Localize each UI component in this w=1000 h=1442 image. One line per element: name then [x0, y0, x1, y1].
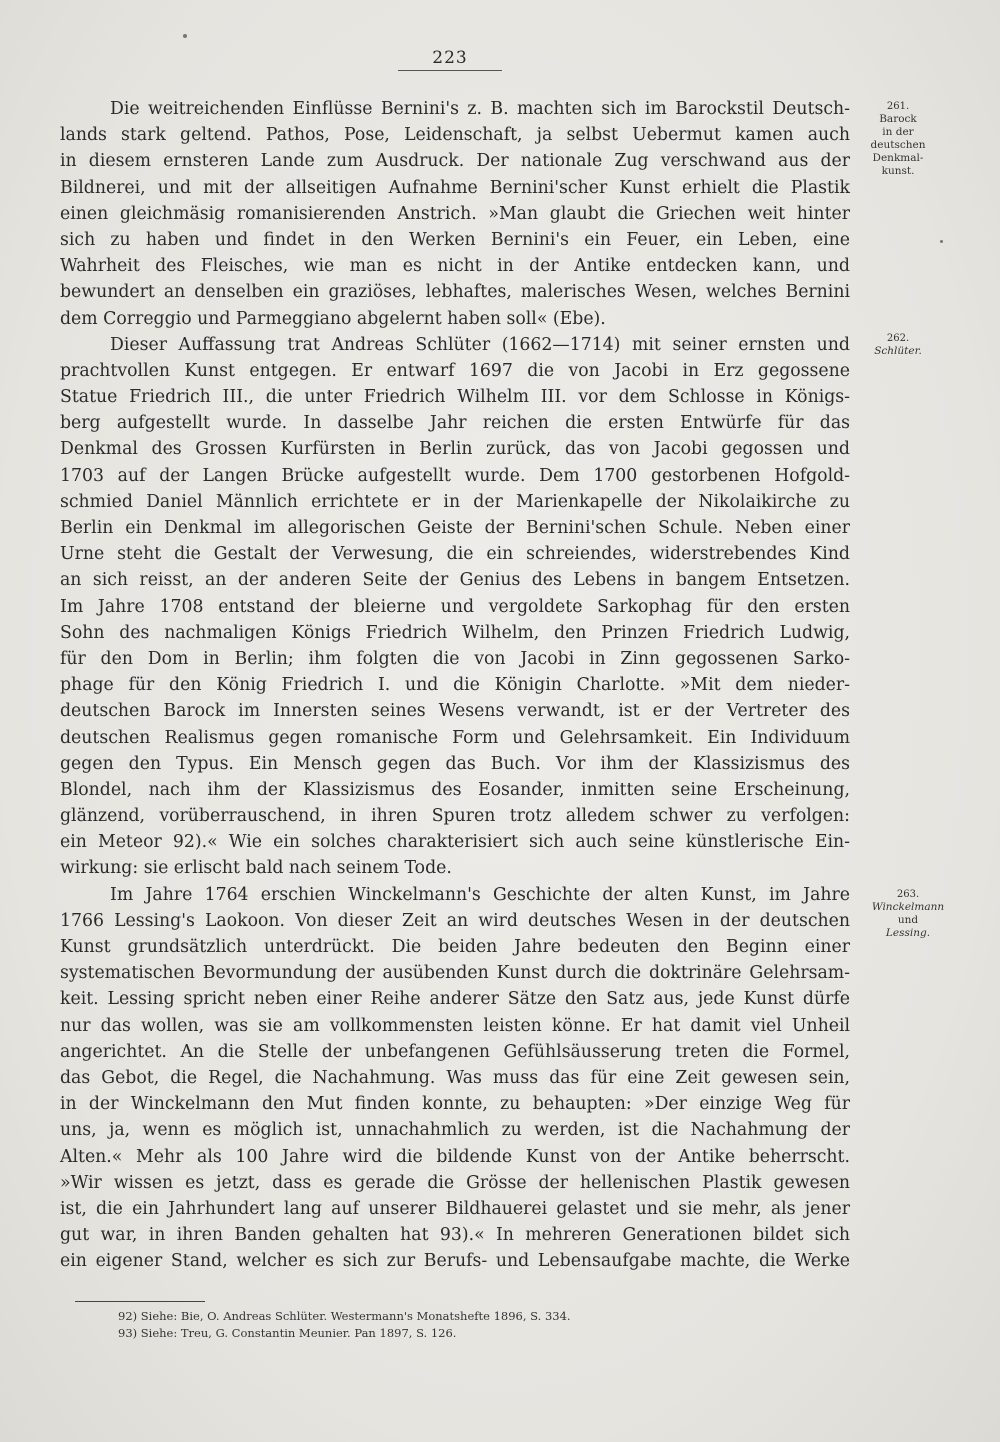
margin-note-line: Schlüter.: [874, 345, 922, 357]
margin-note-line: und: [897, 914, 919, 926]
text-line: angerichtet. An die Stelle der unbefangenen Gefühlsäusserung treten die Formel,: [60, 1041, 850, 1062]
margin-note-261: [848, 100, 948, 178]
text-line: in der Winckelmann den Mut finden konnte, zu behaupten: »Der einzige Weg für: [60, 1094, 850, 1115]
text-line: an sich reisst, an der anderen Seite der Genius des Lebens in bangem Entsetzen.: [60, 570, 850, 591]
text-line: Im Jahre 1764 erschien Winckelmann's Geschichte der alten Kunst, im Jahre: [110, 884, 850, 905]
margin-note-263: [858, 888, 958, 940]
margin-note-number: 261.: [886, 101, 910, 112]
text-line: Wahrheit des Fleisches, wie man es nicht in der Antike entdecken kann, und: [60, 256, 850, 277]
footnote-rule: [75, 1301, 205, 1302]
text-line: Denkmal des Grossen Kurfürsten in Berlin zurück, das von Jacobi gegossen und: [60, 439, 850, 460]
text-line: einen gleichmäsig romanisierenden Anstrich. »Man glaubt die Griechen weit hinter: [60, 203, 850, 224]
text-line: 1703 auf der Langen Brücke aufgestellt wurde. Dem 1700 gestorbenen Hofgold-: [60, 465, 850, 486]
text-line: Kunst grundsätzlich unterdrückt. Die beiden Jahre bedeuten den Beginn einer: [60, 937, 850, 957]
footnotes: [118, 1308, 818, 1342]
body-text: [60, 96, 850, 1274]
footnote-93: 93) Siehe: Treu, G. Constantin Meunier. Pan 1897, S. 126.: [118, 1326, 457, 1340]
text-line: Statue Friedrich III., die unter Friedrich Wilhelm III. vor dem Schlosse in Königs-: [60, 387, 850, 408]
text-line: Sohn des nachmaligen Königs Friedrich Wilhelm, den Prinzen Friedrich Ludwig,: [60, 622, 850, 643]
page-speck: [940, 240, 943, 243]
page-number-rule: [398, 70, 502, 71]
text-line: schmied Daniel Männlich errichtete er in der Marienkapelle der Nikolaikirche zu: [60, 491, 850, 512]
text-line: gut war, in ihren Banden gehalten hat 93).« In mehreren Generationen bildet sich: [60, 1225, 850, 1246]
text-line: prachtvollen Kunst entgegen. Er entwarf 1697 die von Jacobi in Erz gegossene: [60, 360, 850, 381]
text-line: Dieser Auffassung trat Andreas Schlüter (1662—1714) mit seiner ernsten und: [110, 334, 850, 355]
margin-note-number: 262.: [886, 333, 910, 344]
text-line: in diesem ernsteren Lande zum Ausdruck. Der nationale Zug verschwand aus der: [60, 151, 850, 172]
page-number: 223: [432, 48, 468, 68]
text-line: Die weitreichenden Einflüsse Bernini's z. B. machten sich im Barockstil Deutsch-: [110, 99, 850, 119]
text-line: ein Meteor 92).« Wie ein solches charakterisiert sich auch seine künstlerische Ein-: [60, 832, 850, 853]
text-line: deutschen Barock im Innersten seines Wesens verwandt, ist er der Vertreter des: [60, 701, 850, 722]
margin-note-line: deutschen: [870, 139, 926, 151]
text-line: Blondel, nach ihm der Klassizismus des Eosander, inmitten seine Erscheinung,: [60, 779, 850, 800]
page-speck: [183, 34, 187, 38]
margin-note-line: Winckelmann: [871, 901, 945, 913]
text-line: systematischen Bevormundung der ausübenden Kunst durch die doktrinäre Gelehrsam-: [60, 963, 850, 984]
text-line: keit. Lessing spricht neben einer Reihe anderer Sätze den Satz aus, jede Kunst dürfe: [60, 989, 850, 1010]
margin-note-line: Denkmal-: [872, 152, 924, 164]
text-line: berg aufgestellt wurde. In dasselbe Jahr reichen die ersten Entwürfe für das: [60, 413, 850, 434]
text-line: Bildnerei, und mit der allseitigen Aufnahme Bernini'scher Kunst erhielt die Plastik: [60, 177, 850, 198]
text-line: bewundert an denselben ein graziöses, lebhaftes, malerisches Wesen, welches Bernini: [60, 282, 850, 303]
text-line: dem Correggio und Parmeggiano abgelernt haben soll« (Ebe).: [60, 308, 606, 329]
text-line: phage für den König Friedrich I. und die Königin Charlotte. »Mit dem nieder-: [60, 675, 850, 696]
margin-note-number: 263.: [896, 889, 920, 900]
margin-note-line: in der: [882, 126, 914, 138]
text-line: gegen den Typus. Ein Mensch gegen das Buch. Vor ihm der Klassizismus des: [60, 753, 850, 774]
text-line: das Gebot, die Regel, die Nachahmung. Was muss das für eine Zeit gewesen sein,: [60, 1067, 850, 1088]
margin-note-262: [848, 332, 948, 358]
text-line: Urne steht die Gestalt der Verwesung, die ein schreiendes, widerstrebendes Kind: [60, 544, 850, 565]
text-line: sich zu haben und findet in den Werken Bernini's ein Feuer, ein Leben, eine: [60, 229, 850, 250]
text-line: wirkung: sie erlischt bald nach seinem Tode.: [60, 858, 452, 879]
text-line: für den Dom in Berlin; ihm folgten die von Jacobi in Zinn gegossenen Sarko-: [60, 648, 850, 669]
text-line: Berlin ein Denkmal im allegorischen Geiste der Bernini'schen Schule. Neben einer: [60, 518, 850, 538]
text-line: 1766 Lessing's Laokoon. Von dieser Zeit an wird deutsches Wesen in der deutschen: [60, 910, 850, 931]
text-line: Alten.« Mehr als 100 Jahre wird die bildende Kunst von der Antike beherrscht.: [60, 1146, 850, 1167]
footnote-92: 92) Siehe: Bie, O. Andreas Schlüter. Westermann's Monatshefte 1896, S. 334.: [118, 1309, 571, 1323]
text-line: Im Jahre 1708 entstand der bleierne und vergoldete Sarkophag für den ersten: [60, 596, 850, 617]
margin-note-line: Barock: [879, 113, 917, 125]
text-line: lands stark geltend. Pathos, Pose, Leidenschaft, ja selbst Uebermut kamen auch: [60, 125, 850, 146]
text-line: uns, ja, wenn es möglich ist, unnachahmlich zu werden, ist die Nachahmung der: [60, 1120, 850, 1141]
text-line: »Wir wissen es jetzt, dass es gerade die Grösse der hellenischen Plastik gewesen: [60, 1172, 850, 1193]
text-line: ein eigener Stand, welcher es sich zur Berufs- und Lebensaufgabe machte, die Werke: [60, 1251, 850, 1272]
text-line: deutschen Realismus gegen romanische Form und Gelehrsamkeit. Ein Individuum: [60, 727, 850, 748]
text-line: ist, die ein Jahrhundert lang auf unserer Bildhauerei gelastet und sie mehr, als jener: [60, 1198, 850, 1219]
text-line: glänzend, vorüberrauschend, in ihren Spuren trotz alledem schwer zu verfolgen:: [60, 806, 850, 827]
text-line: nur das wollen, was sie am vollkommensten leisten könne. Er hat damit viel Unheil: [60, 1015, 850, 1036]
margin-note-line: kunst.: [881, 165, 915, 177]
margin-note-line: Lessing.: [885, 927, 931, 939]
